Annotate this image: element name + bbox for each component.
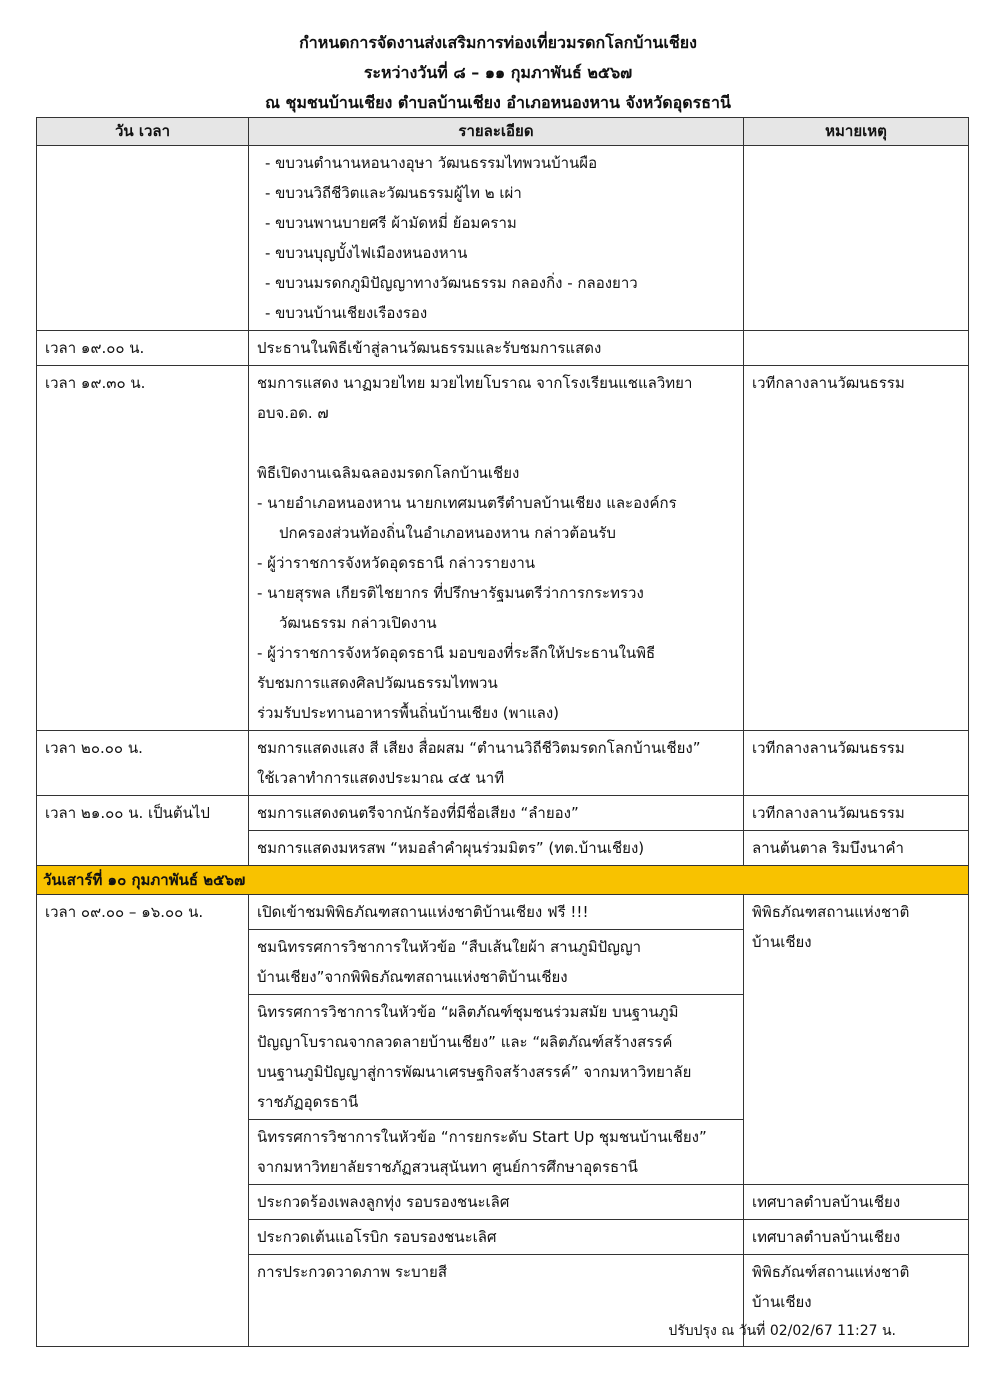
time-cell: เวลา ๑๙.๓๐ น. (37, 366, 249, 731)
header-location: ณ ชุมชนบ้านเชียง ตำบลบ้านเชียง อำเภอหนองหาน จังหวัดอุดรธานี (265, 93, 731, 112)
note-line: บ้านเชียง (752, 1293, 812, 1311)
detail-line: ใช้เวลาทำการแสดงประมาณ ๔๕ นาที (257, 769, 505, 787)
note-cell: เวทีกลางลานวัฒนธรรม (744, 366, 969, 731)
parade-item: - ขบวนตำนานหอนางอุษา วัฒนธรรมไทพวนบ้านผือ (265, 154, 598, 172)
time-cell: เวลา ๒๐.๐๐ น. (37, 731, 249, 796)
note-line: พิพิธภัณฑสถานแห่งชาติ (752, 903, 910, 921)
detail-cell: ชมการแสดงมหรสพ “หมอลำคำผุนร่วมมิตร” (ทต.บ้านเชียง) (249, 831, 744, 866)
detail-line: ชมนิทรรศการวิชาการในหัวข้อ “สืบเส้นใยผ้า สานภูมิปัญญา (257, 938, 642, 956)
detail-cell: ประธานในพิธีเข้าสู่ลานวัฒนธรรมและรับชมการแสดง (249, 331, 744, 366)
ceremony-item: - นายอำเภอหนองหาน นายกเทศมนตรีตำบลบ้านเชียง และองค์กร (257, 494, 677, 512)
header-title: กำหนดการจัดงานส่งเสริมการท่องเที่ยวมรดกโลกบ้านเชียง (299, 33, 697, 52)
day-label: วันเสาร์ที่ ๑๐ กุมภาพันธ์ ๒๕๖๗ (37, 866, 969, 895)
detail-line: บ้านเชียง”จากพิพิธภัณฑสถานแห่งชาติบ้านเชียง (257, 968, 568, 986)
detail-line: ปัญญาโบราณจากลวดลายบ้านเชียง” และ “ผลิตภัณฑ์สร้างสรรค์ (257, 1033, 673, 1051)
parade-item: - ขบวนพานบายศรี ผ้ามัดหมี่ ย้อมคราม (265, 214, 517, 232)
detail-line: ร่วมรับประทานอาหารพื้นถิ่นบ้านเชียง (พาแลง) (257, 704, 560, 722)
table-row (37, 796, 969, 831)
ceremony-item: - ผู้ว่าราชการจังหวัดอุดรธานี มอบของที่ระลึกให้ประธานในพิธี (257, 644, 656, 662)
ceremony-item: - ผู้ว่าราชการจังหวัดอุดรธานี กล่าวรายงาน (257, 554, 535, 572)
parade-item: - ขบวนบุญบั้งไฟเมืองหนองหาน (265, 244, 468, 262)
ceremony-title: พิธีเปิดงานเฉลิมฉลองมรดกโลกบ้านเชียง (257, 464, 520, 482)
detail-cell (249, 366, 744, 731)
detail-cell: การประกวดวาดภาพ ระบายสี (249, 1255, 744, 1347)
detail-line: ชมการแสดง นาฏมวยไทย มวยไทยโบราณ จากโรงเรียนแชแลวิทยา (257, 374, 693, 392)
ceremony-item-cont: ปกครองส่วนท้องถิ่นในอำเภอหนองหาน กล่าวต้อนรับ (279, 524, 616, 542)
detail-line: อบจ.อด. ๗ (257, 404, 329, 422)
detail-line: นิทรรศการวิชาการในหัวข้อ “ผลิตภัณฑ์ชุมชนร่วมสมัย บนฐานภูมิ (257, 1003, 679, 1021)
note-line: บ้านเชียง (752, 933, 812, 951)
detail-line: ชมการแสดงแสง สี เสียง สื่อผสม “ตำนานวิถีชีวิตมรดกโลกบ้านเชียง” (257, 739, 701, 757)
detail-cell: ชมการแสดงดนตรีจากนักร้องที่มีชื่อเสียง “ลำยอง” (249, 796, 744, 831)
schedule-table (36, 117, 969, 1347)
day-header-row (37, 866, 969, 895)
detail-line: บนฐานภูมิปัญญาสู่การพัฒนาเศรษฐกิจสร้างสรรค์” จากมหาวิทยาลัย (257, 1063, 692, 1081)
time-cell: เวลา ๑๙.๐๐ น. (37, 331, 249, 366)
header-dates: ระหว่างวันที่ ๘ – ๑๑ กุมภาพันธ์ ๒๕๖๗ (363, 63, 633, 82)
time-cell: เวลา ๒๑.๐๐ น. เป็นต้นไป (37, 796, 249, 866)
detail-cell (249, 146, 744, 331)
time-cell: เวลา ๐๙.๐๐ – ๑๖.๐๐ น. (37, 895, 249, 1347)
parade-item: - ขบวนบ้านเชียงเรืองรอง (265, 304, 428, 322)
column-header-time: วัน เวลา (37, 118, 249, 146)
note-cell: เวทีกลางลานวัฒนธรรม (744, 731, 969, 796)
column-header-detail: รายละเอียด (249, 118, 744, 146)
detail-line: นิทรรศการวิชาการในหัวข้อ “การยกระดับ Start Up ชุมชนบ้านเชียง” (257, 1128, 707, 1146)
detail-cell: ประกวดเต้นแอโรบิก รอบรองชนะเลิศ (249, 1220, 744, 1255)
note-cell: เทศบาลตำบลบ้านเชียง (744, 1185, 969, 1220)
table-row (37, 895, 969, 930)
table-row (37, 331, 969, 366)
detail-cell (249, 731, 744, 796)
detail-cell: เปิดเข้าชมพิพิธภัณฑสถานแห่งชาติบ้านเชียง ฟรี !!! (249, 895, 744, 930)
table-row (37, 366, 969, 731)
ceremony-item-cont: วัฒนธรรม กล่าวเปิดงาน (279, 614, 437, 632)
note-cell (744, 146, 969, 331)
note-cell: ลานต้นตาล ริมบึงนาคำ (744, 831, 969, 866)
detail-cell (249, 930, 744, 995)
document-header (0, 28, 996, 118)
table-header-row (37, 118, 969, 146)
blank-line (257, 428, 735, 458)
detail-cell (249, 1120, 744, 1185)
table-row (37, 146, 969, 331)
detail-line: ราชภัฏอุดรธานี (257, 1093, 359, 1111)
detail-cell: ประกวดร้องเพลงลูกทุ่ง รอบรองชนะเลิศ (249, 1185, 744, 1220)
time-cell (37, 146, 249, 331)
column-header-note: หมายเหตุ (744, 118, 969, 146)
table-row (37, 731, 969, 796)
updated-timestamp: ปรับปรุง ณ วันที่ 02/02/67 11:27 น. (668, 1323, 896, 1339)
note-cell: เวทีกลางลานวัฒนธรรม (744, 796, 969, 831)
note-cell: เทศบาลตำบลบ้านเชียง (744, 1220, 969, 1255)
ceremony-item: - นายสุรพล เกียรติไชยากร ที่ปรึกษารัฐมนตรีว่าการกระทรวง (257, 584, 644, 602)
detail-line: จากมหาวิทยาลัยราชภัฏสวนสุนันทา ศูนย์การศึกษาอุดรธานี (257, 1158, 638, 1176)
detail-cell (249, 995, 744, 1120)
note-line: พิพิธภัณฑ์สถานแห่งชาติ (752, 1263, 910, 1281)
detail-line: รับชมการแสดงศิลปวัฒนธรรมไทพวน (257, 674, 498, 692)
note-cell (744, 895, 969, 1185)
parade-item: - ขบวนวิถีชีวิตและวัฒนธรรมผู้ไท ๒ เผ่า (265, 184, 522, 202)
note-cell (744, 331, 969, 366)
parade-item: - ขบวนมรดกภูมิปัญญาทางวัฒนธรรม กลองกิ่ง - กลองยาว (265, 274, 638, 292)
